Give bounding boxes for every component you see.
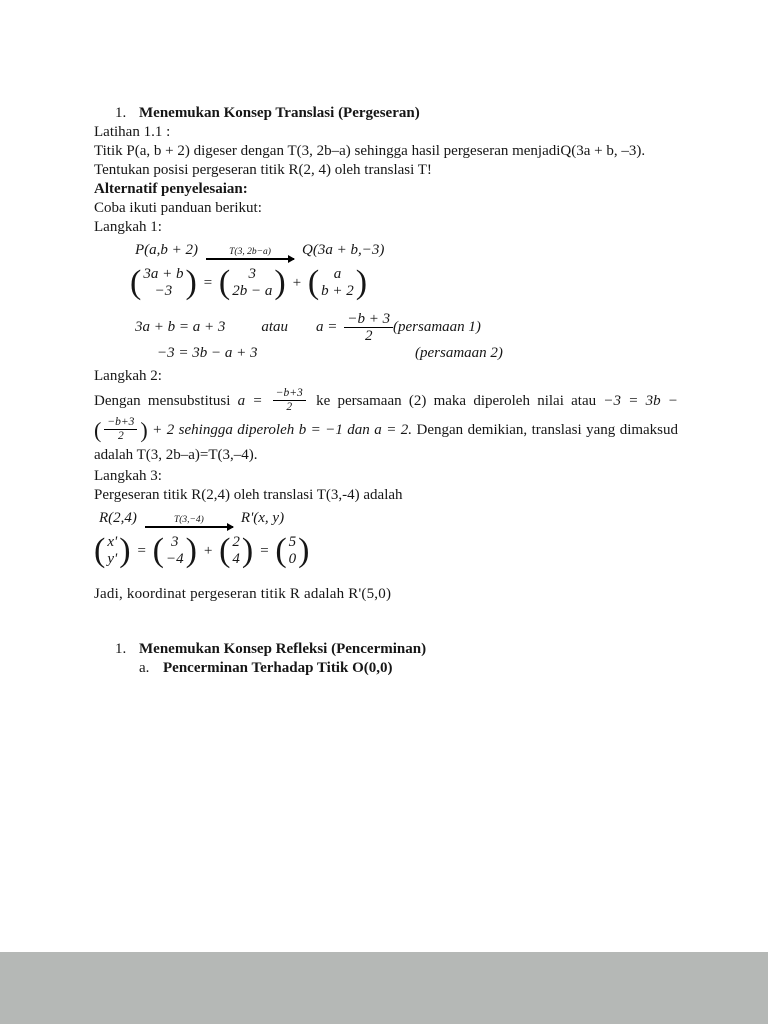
atau-word: atau — [261, 319, 289, 335]
section-2a-letter: a. — [139, 660, 150, 676]
vector-entries — [141, 266, 185, 300]
section-1-number: 1. — [115, 105, 127, 121]
vector-equation-2 — [94, 533, 678, 569]
vector-translation — [219, 265, 286, 301]
close-paren: ) — [241, 532, 254, 569]
plus-sign: + — [291, 274, 302, 291]
arrow-label-2: T(3,−4) — [173, 515, 204, 526]
open-paren: ( — [219, 532, 231, 569]
latihan-label: Latihan 1.1 : — [94, 124, 171, 140]
persamaan-1-label: (persamaan 1) — [393, 319, 481, 335]
vector-entries — [319, 266, 356, 300]
vector-entries — [287, 534, 299, 568]
vector-equation-1 — [130, 265, 678, 301]
vector-bottom: y' — [107, 551, 118, 567]
vector-top: 3 — [248, 266, 257, 282]
close-paren: ) — [298, 532, 310, 569]
langkah-2-label: Langkah 2: — [94, 368, 162, 384]
inline-fraction — [273, 387, 306, 414]
arrow-line-icon — [145, 526, 233, 527]
equals-sign: = — [259, 542, 270, 559]
langkah-3-label: Langkah 3: — [94, 468, 162, 484]
close-paren: ) — [119, 532, 131, 569]
vector-entries — [164, 534, 186, 568]
close-paren: ) — [355, 264, 368, 301]
math-segment: −3 = 3b − — [603, 392, 678, 409]
text-segment: Dengan demikian, translasi yang dimaksud — [416, 421, 679, 438]
coba-line: Coba ikuti panduan berikut: — [94, 200, 262, 216]
equals-sign: = — [136, 542, 147, 559]
equation-2: −3 = 3b − a + 3 — [157, 345, 258, 361]
translation-arrow-2 — [140, 515, 238, 527]
langkah-2-paragraph — [94, 388, 678, 465]
vector-bottom: b + 2 — [321, 283, 354, 299]
open-paren: ( — [152, 532, 164, 569]
vector-result — [275, 533, 309, 569]
text-segment: Dengan mensubstitusi — [94, 392, 231, 409]
conclusion-line: Jadi, koordinat pergeseran titik R adalah R'(5,0) — [94, 586, 392, 602]
open-paren: ( — [307, 264, 320, 301]
viewer-background — [0, 952, 768, 1024]
mapping-equation-1 — [135, 241, 678, 260]
vector-top: a — [333, 266, 342, 282]
map2-lhs: R(2,4) — [99, 510, 137, 526]
close-paren: ) — [185, 264, 197, 301]
fraction-denominator: 2 — [117, 430, 124, 442]
langkah-3-intro: Pergeseran titik R(2,4) oleh translasi T(3,-4) adalah — [94, 487, 403, 503]
paragraph-line-3: adalah T(3, 2b–a)=T(3,–4). — [94, 447, 258, 463]
open-paren: ( — [275, 532, 287, 569]
open-paren: ( — [94, 417, 102, 443]
equation-2-left — [135, 344, 415, 363]
map1-rhs: Q(3a + b,−3) — [302, 242, 385, 258]
section-2-title: Menemukan Konsep Refleksi (Pencerminan) — [139, 641, 427, 657]
vector-top: 5 — [288, 534, 297, 550]
vector-bottom: −4 — [165, 551, 184, 567]
mapping-equation-2 — [99, 509, 678, 528]
fraction-display — [344, 311, 393, 344]
map1-lhs: P(a,b + 2) — [135, 242, 199, 258]
close-paren: ) — [140, 417, 148, 443]
paragraph-line-2 — [94, 417, 678, 444]
equation-1: 3a + b = a + 3 — [135, 319, 226, 335]
section-2-number: 1. — [115, 641, 127, 657]
map2-rhs: R'(x, y) — [240, 510, 285, 526]
math-segment: b = −1 dan a = 2. — [298, 421, 413, 438]
open-paren: ( — [218, 264, 231, 301]
vector-top: 3 — [171, 534, 179, 550]
problem-statement-1: Titik P(a, b + 2) digeser dengan T(3, 2b–a) sehingga hasil pergeseran menjadiQ(3a + b, –3). — [94, 143, 646, 159]
equation-row-2 — [135, 344, 678, 363]
text-segment: ke persamaan (2) maka diperoleh nilai atau — [316, 392, 597, 409]
vector-bottom: 4 — [232, 551, 240, 567]
section-1-title: Menemukan Konsep Translasi (Pergeseran) — [139, 105, 420, 121]
a-equals: a = — [316, 319, 338, 335]
math-segment: a = — [237, 392, 263, 409]
section-2a-title: Pencerminan Terhadap Titik O(0,0) — [163, 660, 393, 676]
vector-top: 3a + b — [143, 266, 184, 282]
fraction-numerator: −b+3 — [104, 416, 137, 430]
vector-top: 2 — [232, 534, 240, 550]
fraction-denominator: 2 — [286, 401, 293, 413]
paragraph-line-1 — [94, 388, 678, 415]
arrow-line-icon — [206, 258, 294, 259]
equation-1-left — [135, 311, 393, 344]
vector-entries — [105, 534, 119, 568]
alternatif-label: Alternatif penyelesaian: — [94, 181, 248, 197]
persamaan-2-label: (persamaan 2) — [415, 345, 503, 361]
fraction-numerator: −b+3 — [273, 387, 306, 401]
section-2a-heading — [94, 659, 678, 678]
vector-top: x' — [107, 534, 118, 550]
translation-arrow-1 — [201, 247, 299, 259]
vector-point — [219, 533, 253, 569]
open-paren: ( — [130, 264, 142, 301]
arrow-label-1: T(3, 2b−a) — [229, 247, 271, 258]
vector-bottom: 0 — [288, 551, 297, 567]
langkah-1-label: Langkah 1: — [94, 219, 162, 235]
fraction-numerator: −b + 3 — [344, 311, 393, 328]
equation-system — [135, 311, 678, 363]
vector-image-point — [94, 533, 131, 569]
close-paren: ) — [274, 264, 286, 301]
vector-entries — [230, 534, 242, 568]
vector-result — [130, 265, 197, 301]
vector-bottom: 2b − a — [232, 283, 273, 299]
document-content — [94, 104, 678, 678]
vector-point — [308, 265, 367, 301]
problem-statement-2: Tentukan posisi pergeseran titik R(2, 4) oleh translasi T! — [94, 162, 432, 178]
open-paren: ( — [94, 532, 106, 569]
vector-entries — [230, 266, 274, 300]
inline-fraction — [104, 416, 137, 443]
section-2-heading — [94, 640, 678, 659]
close-paren: ) — [185, 532, 197, 569]
math-segment: + 2 sehingga diperoleh — [152, 421, 295, 438]
vector-translation — [153, 533, 197, 569]
equals-sign: = — [202, 274, 213, 291]
fraction-denominator: 2 — [365, 328, 373, 344]
plus-sign: + — [202, 542, 214, 559]
equation-row-1 — [135, 311, 678, 344]
section-1-heading — [94, 104, 678, 123]
vector-bottom: −3 — [154, 283, 173, 299]
